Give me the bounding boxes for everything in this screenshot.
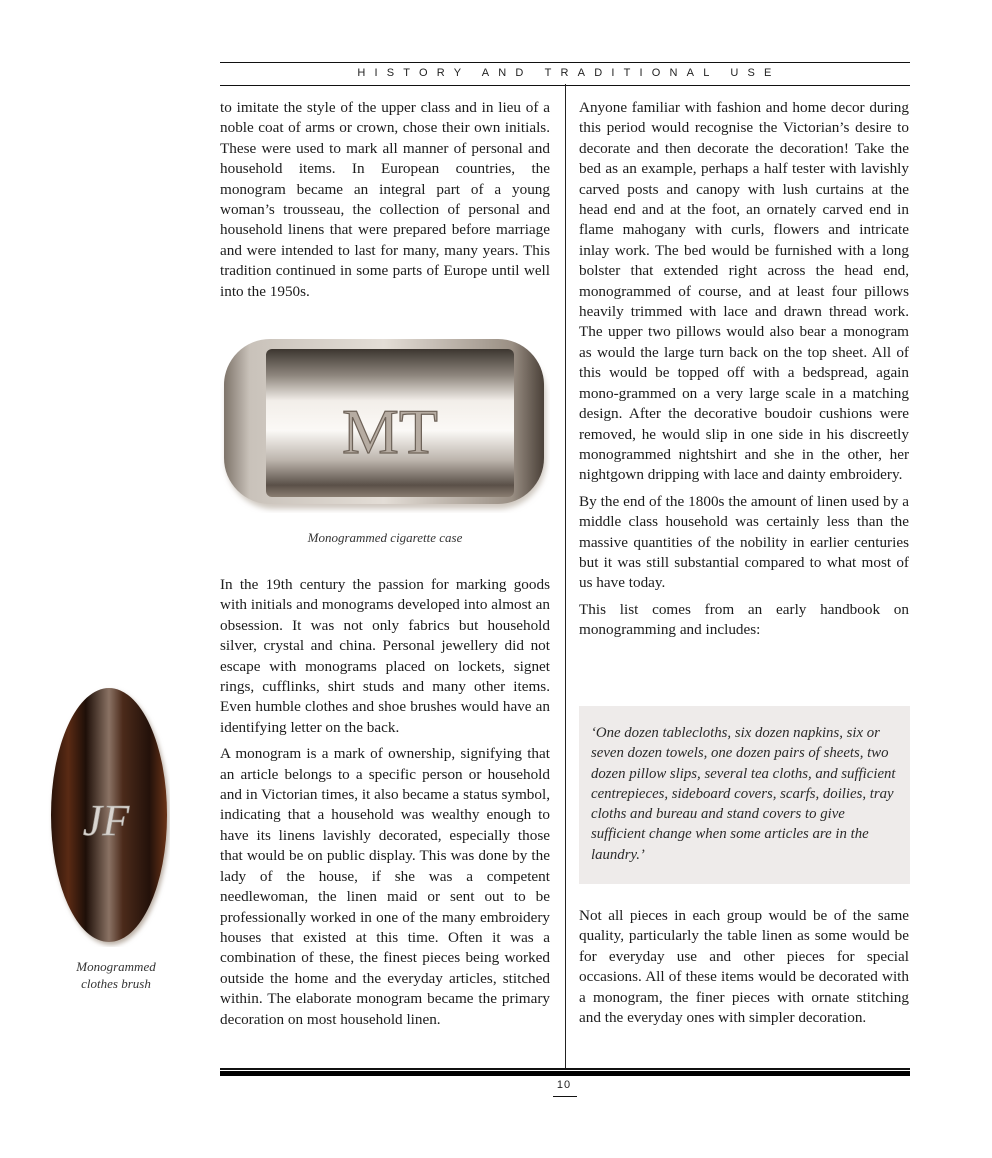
paragraph: Not all pieces in each group would be of the same quality, particularly the table linen as some would be for everyday use and other pieces for special occasions. All of these items would be decorated with a monogram, the finer pieces with ornate stitching and the everyday ones with simpler decoration. [579, 907, 909, 1027]
paragraph: By the end of the 1800s the amount of linen used by a middle class household was certainly less than the massive quantities of the nobility in earlier centuries but it was still substantial compared to what most of us have today. [579, 492, 909, 592]
svg-text:JF: JF [82, 796, 130, 845]
paragraph: In the 19th century the passion for marking goods with initials and monograms developed into almost an obsession. It was not only fabrics but household silver, crystal and china. Personal jewellery did not escape with monograms placed on lockets, signet rings, cufflinks, shirt studs and many other items. Even humble clothes and shoe brushes would have an identifying letter on the back. [220, 576, 550, 736]
caption-line: clothes brush [81, 976, 151, 991]
cigarette-case-image [220, 333, 550, 513]
caption-line: Monogrammed [76, 959, 156, 974]
footer-rule-thick [220, 1071, 910, 1076]
clothes-brush-caption [40, 958, 192, 992]
quote-box [579, 706, 910, 884]
column-divider [565, 84, 566, 1068]
cigarette-case-caption: Monogrammed cigarette case [307, 530, 463, 545]
left-column-bottom [220, 575, 550, 1036]
paragraph: Anyone familiar with fashion and home decor during this period would recognise the Victorian’s desire to decorate and then decorate the decoration! Take the bed as an example, perhaps a half tester with lavishly carved posts and canopy with lush curtains at the head end and at the foot, an ornately carved end in flame mahogany with curls, flowers and intricate inlay work. The bed would be furnished with a long bolster that extended right across the head end, monogrammed of course, and at least four pillows heavily trimmed with lace and drawn thread work. The upper two pillows would also bear a monogram as would the large turn back on the top sheet. All of this would be topped off with a bedspread, again mono-grammed on a very large scale in a matching design. After the decorative boudoir cushions were removed, he would slip in one side in his discreetly monogrammed nightshirt and she in the other, her nightgown dripping with lace and dainty embroidery. [579, 99, 909, 484]
running-title: HISTORY AND TRADITIONAL USE [357, 67, 781, 79]
left-column-top [220, 98, 550, 308]
page-number: 10 [556, 1079, 572, 1091]
clothes-brush-image [48, 685, 170, 947]
right-column-bottom [579, 906, 909, 1034]
paragraph: to imitate the style of the upper class and in lieu of a noble coat of arms or crown, chose their own initials. These were used to mark all manner of personal and household items. In European countries, the monogram became an integral part of a young woman’s trousseau, the collection of personal and household linens that were prepared before marriage and were intended to last for many, many years. This tradition continued in some parts of Europe until well into the 1950s. [220, 99, 550, 300]
paragraph: A monogram is a mark of ownership, signifying that an article belongs to a specific person or household and in Victorian times, it also became a status symbol, indicating that a household was wealthy enough to have its linens lavishly decorated, especially those that would be on public display. This was done by the lady of the house, if she was a competent needlewoman, the linen maid or sent out to be professionally worked in one of the many embroidery houses that existed at this time. Often it was a combination of these, the finest pieces being worked outside the home and the everyday articles, stitched within. The elaborate monogram became the primary decoration on most household linen. [220, 745, 550, 1028]
svg-text:MT: MT [342, 396, 438, 467]
quote-text: ‘One dozen tablecloths, six dozen napkins, six or seven dozen towels, one dozen pairs of sheets, two dozen pillow slips, several tea cloths, and sufficient centrepieces, sideboard covers, scarfs, doilies, tray cloths and bureau and stand covers to give sufficient change when some articles are in the laundry.’ [591, 725, 896, 863]
page-number-underline [553, 1096, 577, 1097]
right-column-top [579, 98, 909, 647]
running-header [220, 62, 910, 86]
footer-rule-thin [220, 1068, 910, 1070]
paragraph: This list comes from an early handbook on monogramming and includes: [579, 600, 909, 639]
